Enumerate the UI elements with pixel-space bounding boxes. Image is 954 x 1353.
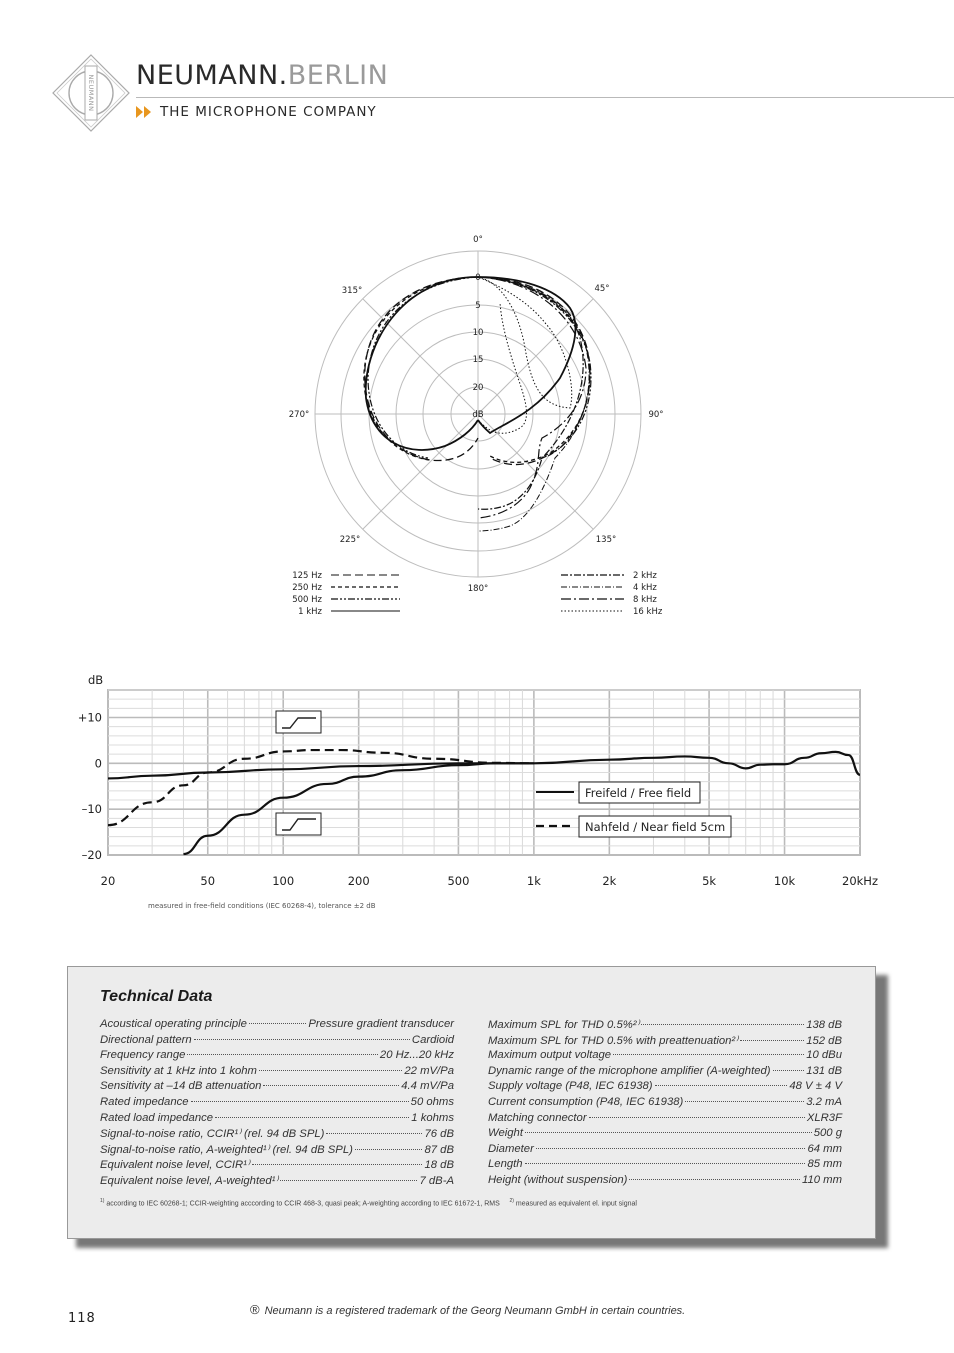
legend-8khz: 8 kHz [633, 595, 657, 605]
legend-near-field: Nahfeld / Near field 5cm [585, 820, 726, 834]
polar-pattern-chart [280, 228, 680, 628]
spec-row [100, 1174, 454, 1190]
spec-label: Weight [488, 1127, 523, 1140]
x-tick-label: 5k [702, 874, 717, 888]
spec-leader-dots [259, 1070, 402, 1071]
spec-value: 4.4 mV/Pa [401, 1080, 454, 1093]
spec-label: Acoustical operating principle [100, 1018, 247, 1030]
legend-2khz: 2 kHz [633, 571, 657, 581]
db-label-0: 0 [475, 273, 481, 283]
spec-row [488, 1096, 842, 1112]
spec-leader-dots [685, 1101, 804, 1102]
spec-label: Equivalent noise level, CCIR¹⁾ [100, 1159, 250, 1172]
spec-label: Directional pattern [100, 1033, 192, 1046]
spec-leader-dots [629, 1179, 800, 1180]
double-arrow-icon [136, 106, 154, 118]
x-tick-label: 2k [602, 874, 617, 888]
legend-16khz: 16 kHz [633, 607, 663, 617]
page-number: 118 [68, 1311, 96, 1326]
spec-label: Maximum SPL for THD 0.5% with preattenuation²⁾ [488, 1034, 738, 1047]
spec-label: Maximum output voltage [488, 1049, 612, 1062]
spec-label: Dynamic range of the microphone amplifier (A-weighted) [488, 1064, 771, 1077]
spec-row [488, 1034, 842, 1050]
angle-label-270: 270° [288, 410, 310, 420]
spec-value: 152 dB [806, 1034, 842, 1047]
spec-label: Signal-to-noise ratio, A-weighted¹⁾ (rel. 94 dB SPL) [100, 1143, 353, 1156]
spec-value: 76 dB [424, 1128, 454, 1141]
brand-name: NEUMANN.BERLIN [136, 60, 389, 91]
spec-value: 110 mm [802, 1173, 842, 1186]
spec-row [100, 1049, 454, 1065]
neumann-logo [52, 54, 130, 132]
spec-row [488, 1049, 842, 1065]
tech-data-left-column [100, 1018, 454, 1190]
spec-row [100, 1158, 454, 1174]
spec-label: Current consumption (P48, IEC 61938) [488, 1095, 684, 1108]
tech-data-title: Technical Data [100, 988, 213, 1005]
x-tick-label: 100 [272, 874, 295, 888]
spec-row [488, 1143, 842, 1159]
x-tick-label: 500 [447, 874, 470, 888]
spec-row [100, 1096, 454, 1112]
spec-row [488, 1018, 842, 1034]
angle-label-225: 225° [339, 535, 361, 545]
spec-leader-dots [525, 1163, 806, 1164]
polar-legend-right [561, 571, 663, 617]
spec-leader-dots [773, 1070, 805, 1071]
spec-label: Height (without suspension) [488, 1173, 628, 1186]
legend-1khz: 1 kHz [298, 607, 322, 617]
spec-value: 10 dBu [806, 1049, 842, 1062]
tech-data-footnotes: $^{1)}$ according to IEC 60268-1; CCIR-weighting acccording to CCIR 468-3, quasi peak; A-weighting according to IEC 61672-1, RMS $^{2)}$ measured as equivalent el. input signal [100, 1198, 637, 1208]
spec-leader-dots [589, 1117, 805, 1118]
spec-leader-dots [326, 1133, 422, 1134]
measurement-note: measured in free-field conditions (IEC 60268-4), tolerance ±2 dB [148, 902, 376, 910]
y-tick-label: +10 [77, 710, 102, 725]
spec-label: Maximum SPL for THD 0.5%²⁾ [488, 1019, 640, 1031]
spec-value: 1 kohms [411, 1111, 454, 1124]
spec-value: 138 dB [806, 1019, 842, 1031]
spec-row [488, 1080, 842, 1096]
spec-value: 18 dB [424, 1159, 454, 1172]
spec-value: 3.2 mA [806, 1095, 842, 1108]
spec-row [100, 1065, 454, 1081]
spec-row [100, 1112, 454, 1128]
legend-4khz: 4 kHz [633, 583, 657, 593]
spec-label: Frequency range [100, 1049, 186, 1062]
spec-value: 50 ohms [410, 1095, 454, 1108]
legend-125hz: 125 Hz [292, 571, 322, 581]
tagline: THE MICROPHONE COMPANY [160, 104, 377, 120]
spec-value: 500 g [813, 1127, 842, 1140]
spec-row [100, 1080, 454, 1096]
spec-label: Equivalent noise level, A-weighted¹⁾ [100, 1174, 279, 1187]
spec-row [488, 1158, 842, 1174]
spec-leader-dots [613, 1054, 804, 1055]
spec-leader-dots [191, 1101, 409, 1102]
spec-row [488, 1065, 842, 1081]
spec-leader-dots [280, 1180, 417, 1181]
spec-label: Rated load impedance [100, 1111, 214, 1124]
y-tick-label: –10 [81, 802, 102, 817]
spec-leader-dots [525, 1132, 812, 1133]
curve-16khz [478, 277, 572, 433]
spec-row [488, 1174, 842, 1190]
x-tick-label: 50 [200, 874, 216, 888]
angle-label-135: 135° [595, 535, 617, 545]
spec-value: 20 Hz...20 kHz [379, 1049, 454, 1062]
y-tick-label: –20 [81, 848, 102, 862]
polar-legend-left [292, 571, 400, 617]
spec-value: XLR3F [806, 1111, 842, 1124]
db-label-20: 20 [472, 383, 484, 393]
angle-label-90: 90° [648, 410, 664, 420]
spec-leader-dots [249, 1023, 306, 1024]
trademark-notice: ® Neumann is a registered trademark of the Georg Neumann GmbH in certain countries. [250, 1302, 686, 1317]
spec-label: Sensitivity at –14 dB attenuation [100, 1080, 262, 1093]
spec-value: 85 mm [807, 1158, 842, 1171]
spec-leader-dots [740, 1040, 804, 1041]
spec-row [100, 1018, 454, 1034]
frequency-response-chart [70, 668, 890, 898]
spec-row [488, 1112, 842, 1128]
y-tick-label: 0 [94, 756, 102, 771]
x-tick-label: 1k [526, 874, 541, 888]
x-tick-label: 20kHz [842, 874, 878, 888]
spec-value: 48 V ± 4 V [789, 1080, 842, 1093]
spec-row [488, 1127, 842, 1143]
angle-label-0: 0° [473, 235, 483, 245]
spec-label: Rated impedance [100, 1095, 189, 1108]
spec-value: 7 dB-A [419, 1174, 454, 1187]
tech-data-right-column [488, 1018, 842, 1190]
spec-leader-dots [655, 1085, 788, 1086]
x-tick-label: 200 [347, 874, 370, 888]
db-label-15: 15 [472, 355, 484, 365]
spec-value: Pressure gradient transducer [308, 1018, 454, 1030]
high-pass-filter-icon-bottom [276, 813, 321, 835]
spec-value: 131 dB [806, 1064, 842, 1077]
legend-500hz: 500 Hz [292, 595, 322, 605]
high-pass-filter-icon-top [276, 711, 321, 733]
legend-250hz: 250 Hz [292, 583, 322, 593]
spec-label: Sensitivity at 1 kHz into 1 kohm [100, 1064, 257, 1077]
header-divider [136, 97, 954, 98]
spec-leader-dots [263, 1085, 399, 1086]
angle-label-45: 45° [594, 284, 610, 294]
spec-label: Matching connector [488, 1111, 587, 1124]
x-tick-label: 10k [773, 874, 796, 888]
angle-label-180: 180° [467, 584, 489, 594]
spec-leader-dots [187, 1054, 378, 1055]
spec-leader-dots [215, 1117, 409, 1118]
spec-label: Supply voltage (P48, IEC 61938) [488, 1080, 653, 1093]
db-label-5: 5 [475, 301, 481, 311]
spec-label: Signal-to-noise ratio, CCIR¹⁾ (rel. 94 dB SPL) [100, 1128, 325, 1141]
db-label-10: 10 [472, 328, 484, 338]
spec-value: 22 mV/Pa [404, 1064, 454, 1077]
spec-row [100, 1143, 454, 1159]
spec-row [100, 1127, 454, 1143]
angle-label-315: 315° [341, 286, 363, 296]
spec-value: Cardioid [411, 1033, 454, 1046]
spec-leader-dots [252, 1164, 423, 1165]
spec-label: Length [488, 1158, 523, 1171]
spec-value: 87 dB [424, 1143, 454, 1156]
spec-leader-dots [355, 1149, 423, 1150]
spec-row [100, 1034, 454, 1050]
x-tick-label: 20 [100, 874, 116, 888]
y-axis-label: dB [88, 673, 104, 687]
spec-label: Diameter [488, 1142, 534, 1155]
spec-leader-dots [536, 1148, 806, 1149]
spec-leader-dots [641, 1024, 804, 1025]
legend-free-field: Freifeld / Free field [585, 786, 692, 800]
spec-value: 64 mm [807, 1142, 842, 1155]
spec-leader-dots [194, 1039, 410, 1040]
db-unit-label: dB [472, 410, 484, 420]
svg-text:NEUMANN: NEUMANN [87, 74, 95, 112]
